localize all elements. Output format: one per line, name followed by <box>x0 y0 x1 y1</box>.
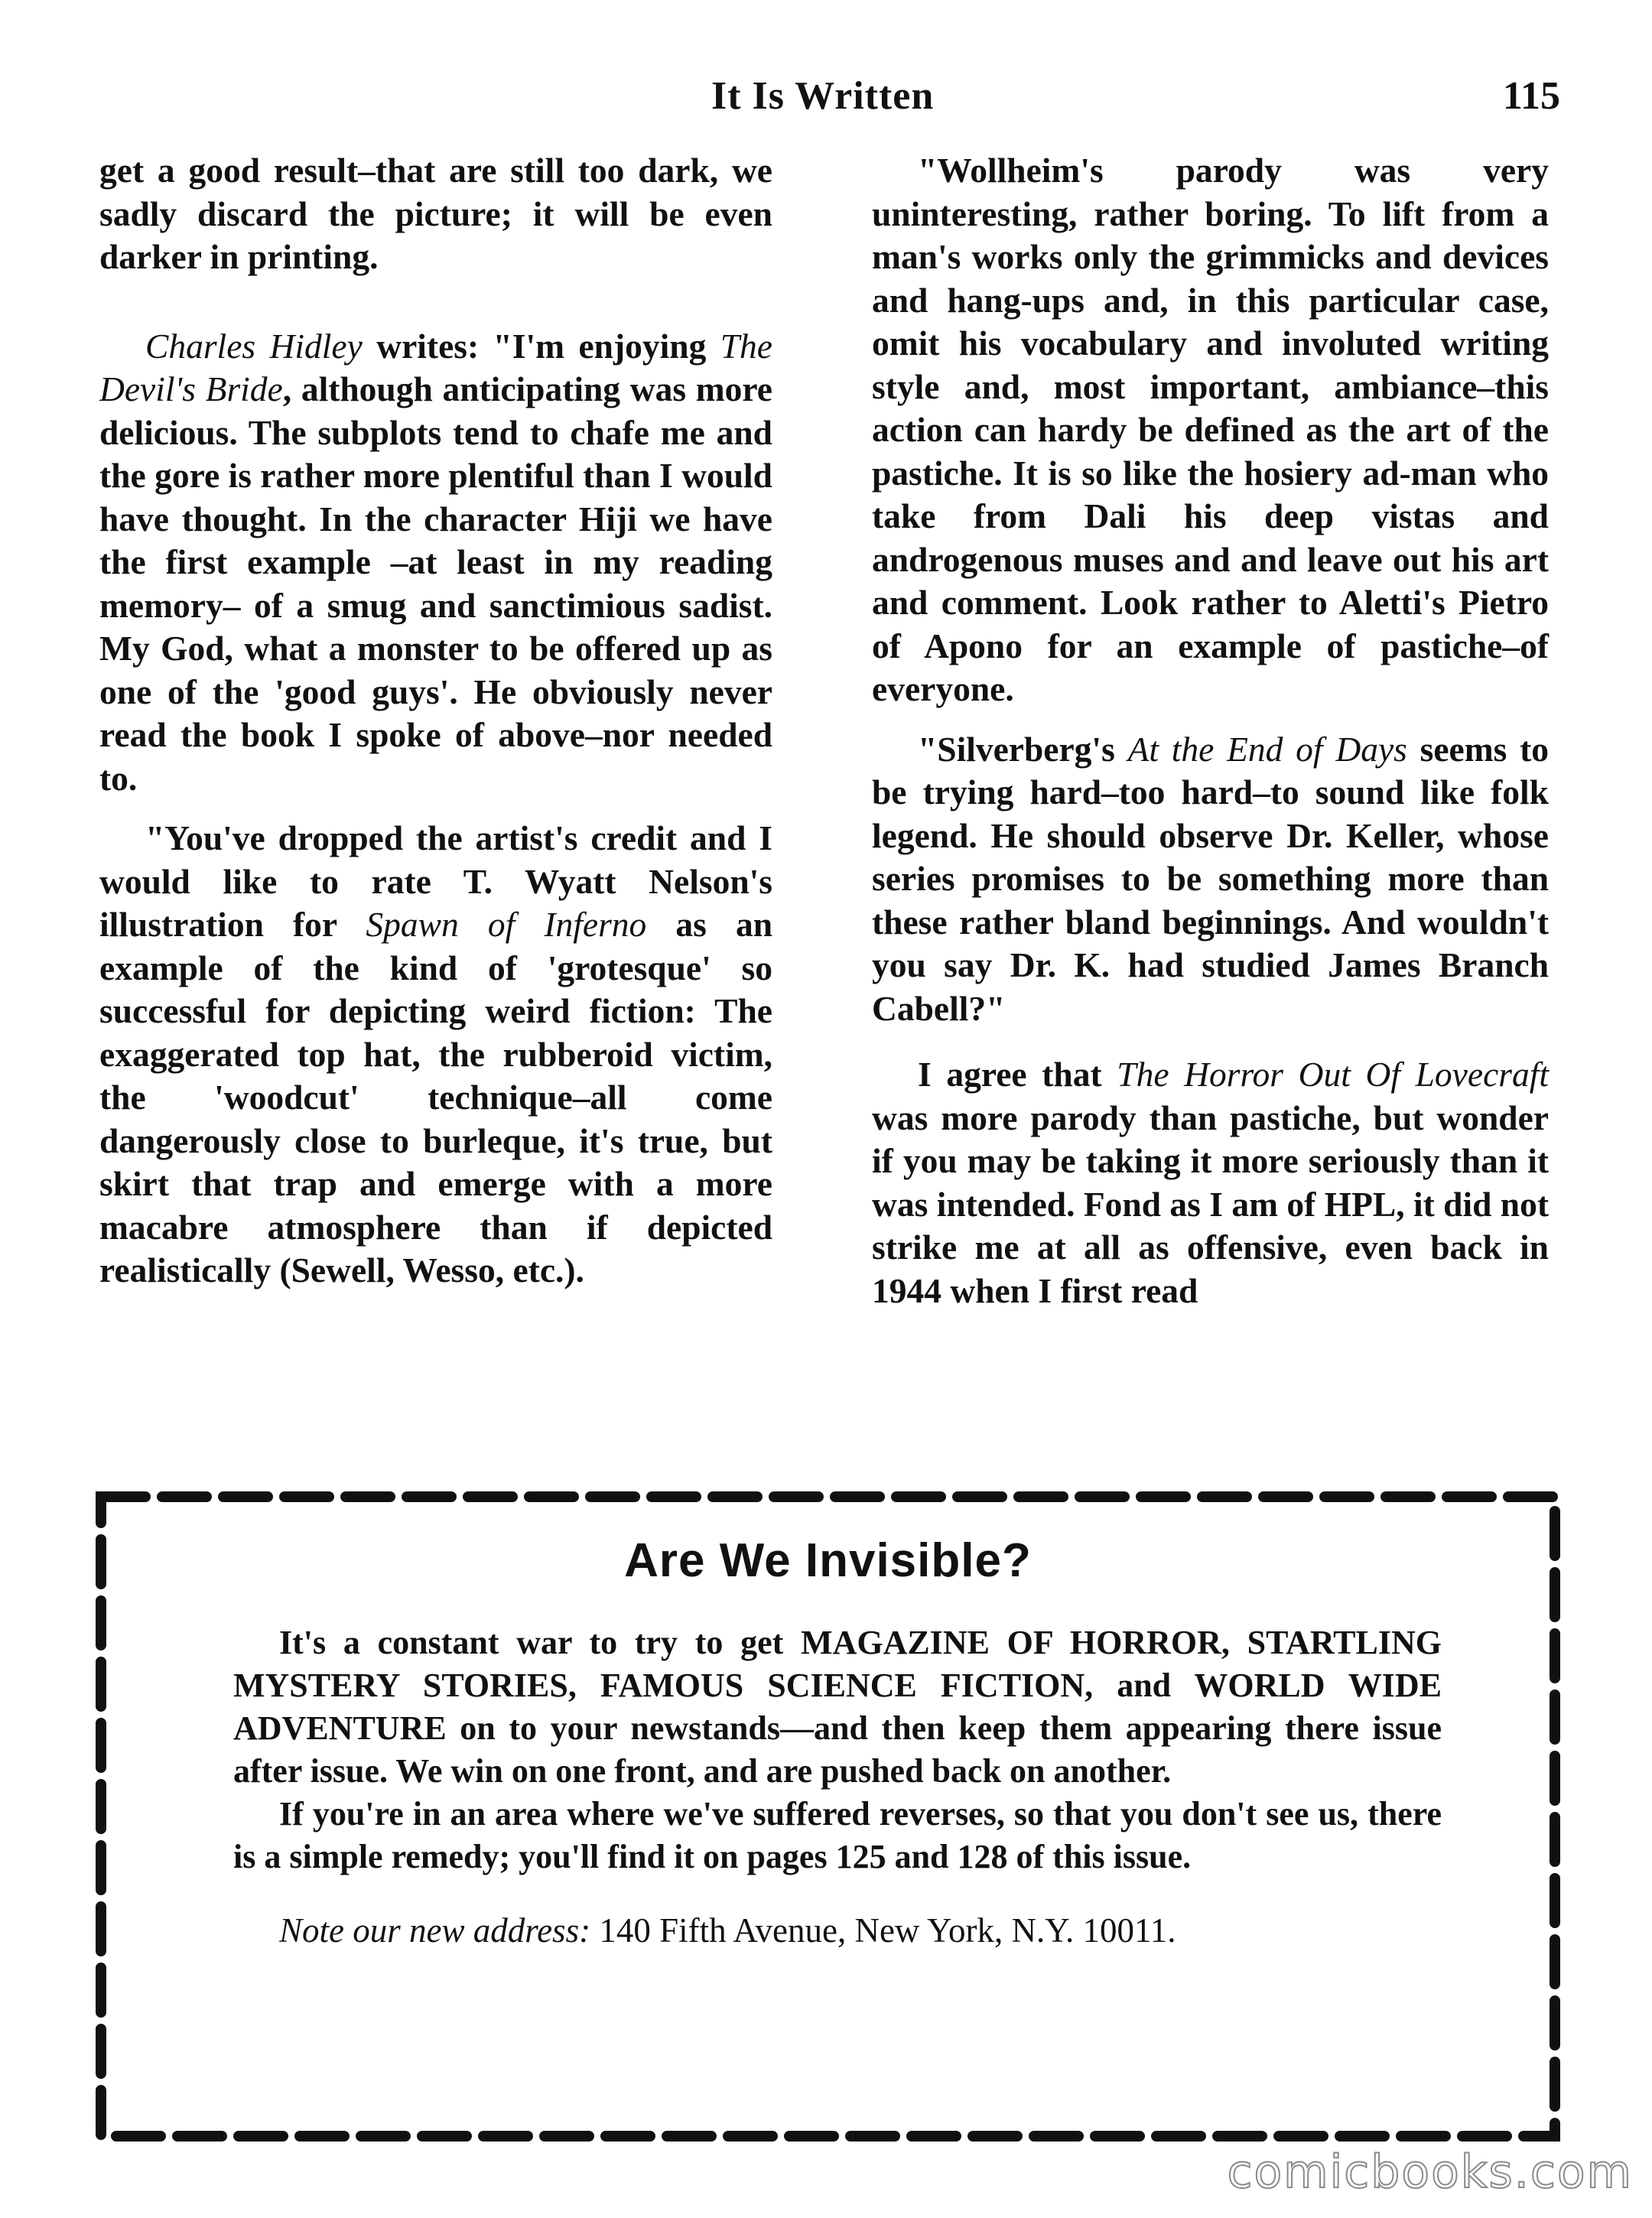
left-column <box>99 149 772 1309</box>
page-header <box>0 73 1652 135</box>
paragraph: "You've dropped the artist's credit and I would like to rate T. Wyatt Nelson's illustration for Spawn of Inferno as an example of the kind of 'grotesque' so successful for depicting weird fiction: The exaggerated top hat, the rubberoid victim, the 'woodcut' technique–all come dangerously close to burleque, it's true, but skirt that trap and emerge with a more macabre atmosphere than if depicted realistically (Sewell, Wesso, etc.). <box>99 818 773 1289</box>
ad-title: Are We Invisible? <box>624 1534 1032 1587</box>
paragraph: "Silverberg's At the End of Days seems to be trying hard–too hard–to sound like folk legend. He should observe Dr. Keller, whose series promises to be something more than these rather bland beginnings. And wouldn't you say Dr. K. had studied James Branch Cabell?" <box>872 729 1550 1028</box>
watermark: comicbooks.com <box>1227 2145 1633 2199</box>
paragraph: Charles Hidley writes: "I'm enjoying The Devil's Bride, although anticipating was more delicious. The subplots tend to chafe me and the gore is rather more plentiful than I would have thought. In the character Hiji we have the first example –at least in my reading memory– of a smug and sanctimious sadist. My God, what a monster to be offered up as one of the 'good guys'. He obviously never read the book I spoke of above–nor needed to. <box>99 326 772 798</box>
ad-paragraph: If you're in an area where we've suffered reverses, so that you don't see us, there is a simple remedy; you'll find it on pages 125 and 128 of this issue. <box>233 1795 1442 1875</box>
running-title: It Is Written <box>711 74 935 118</box>
author-name: Charles Hidley <box>145 326 363 366</box>
book-title: Spawn of Inferno <box>366 905 647 944</box>
paragraph: "Wollheim's parody was very uninteresting, rather boring. To lift from a man's works only the grimmicks and devices and hang-ups and, in this particular case, omit his vocabulary and involuted writing style and, most important, ambiance–this action can hardy be defined as the art of the pastiche. It is so like the hosiery ad-man who take from Dali his deep vistas and androgenous muses and and leave out his art and comment. Look rather to Aletti's Pietro of Apono for an example of pastiche–of everyone. <box>872 151 1549 708</box>
ad-address: Note our new address: 140 Fifth Avenue, New York, N.Y. 10011. <box>279 1911 1176 1950</box>
book-title: At the End of Days <box>1127 729 1407 769</box>
ad-body <box>233 1621 1442 1952</box>
paragraph: get a good result–that are still too dark, we sadly discard the picture; it will be even darker in printing. <box>99 151 772 276</box>
right-column <box>872 149 1549 1329</box>
advertisement-box <box>92 1488 1564 2145</box>
book-title: The Horror Out Of Lovecraft <box>1117 1055 1549 1094</box>
paragraph: I agree that The Horror Out Of Lovecraft was more parody than pastiche, but wonder if you may be taking it more seriously than it was intended. Fond as I am of HPL, it did not strike me at all as offensive, even back in 1944 when I first read <box>872 1055 1549 1310</box>
ad-paragraph: It's a constant war to try to get MAGAZINE OF HORROR, STARTLING MYSTERY STORIES, FAMOUS SCIENCE FICTION, and WORLD WIDE ADVENTURE on to your newstands—and then keep them appearing there issue after issue. We win on one front, and are pushed back on another. <box>233 1624 1442 1790</box>
page-number: 115 <box>1502 74 1560 118</box>
book-title: The Devil's Bride <box>99 326 772 408</box>
